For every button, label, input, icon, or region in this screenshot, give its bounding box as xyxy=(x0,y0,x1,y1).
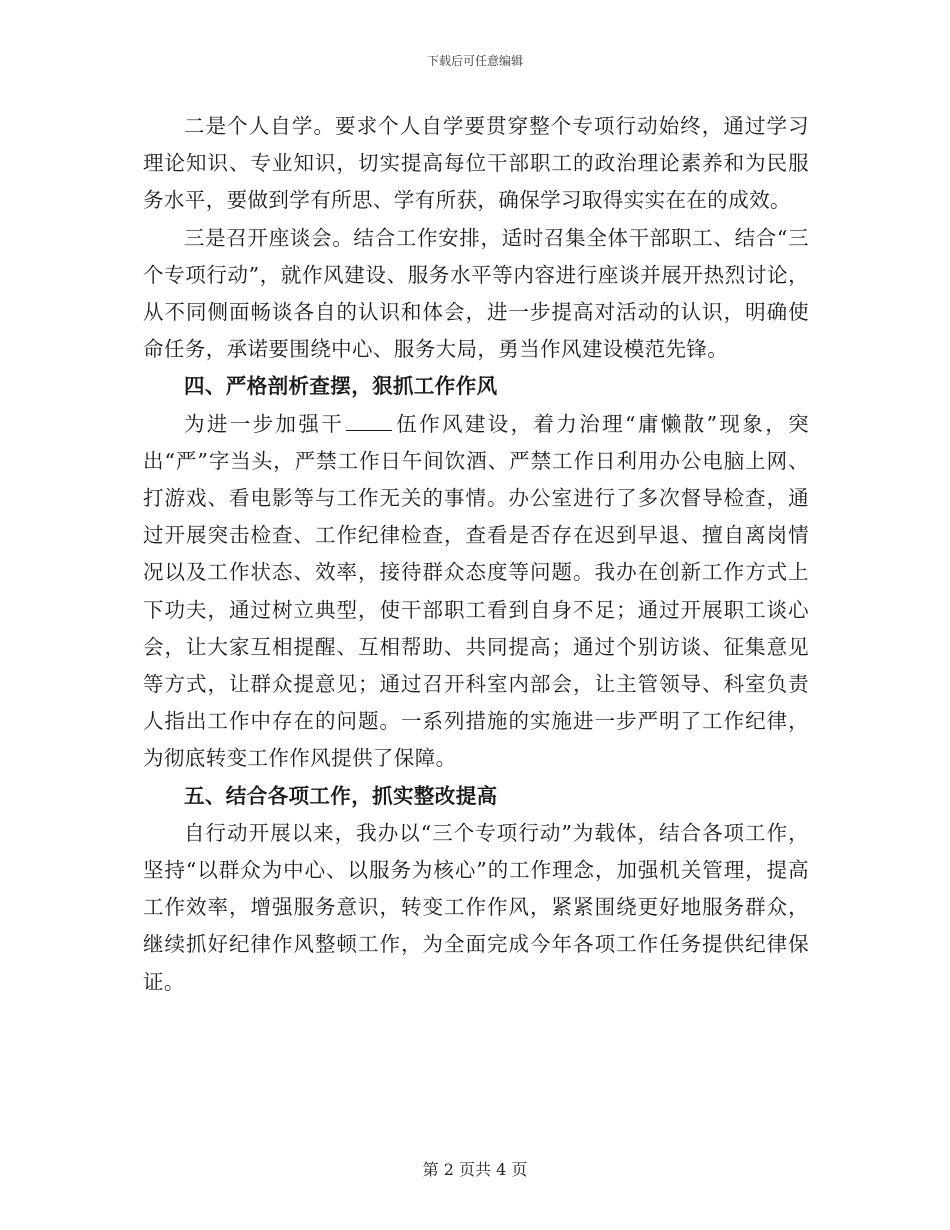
paragraph-work-style-start: 为进一步加强干 xyxy=(184,411,345,436)
page-header: 下载后可任意编辑 xyxy=(426,54,523,68)
paragraph-work-style-rest: 伍作风建设，着力治理“庸懒散”现象，突出“严”字当头，严禁工作日午间饮酒、严禁工作日利用办公电脑上网、打游戏、看电影等与工作无关的事情。办公室进行了多次督导检查，通过开展突击检查、工作纪律检查，查看是否存在迟到早退、擅自离岗情况以及工作状态、效率，接待群众态度等问题。我办在创新工作方式上下功夫，通过树立典型，使干部职工看到自身不足；通过开展职工谈心会，让大家互相提醒、互相帮助、共同提高；通过个别访谈、征集意见等方式，让群众提意见；通过召开科室内部会，让主管领导、科室负责人指出工作中存在的问题。一系列措施的实施进一步严明了工作纪律，为彻底转变工作作风提供了保障。 xyxy=(143,411,809,771)
section-heading-4: 四、严格剖析查摆，狠抓工作作风 xyxy=(184,374,498,399)
page-number-footer: 第 2 页共 4 页 xyxy=(422,1160,528,1179)
paragraph-rectification: 自行动开展以来，我办以“三个专项行动”为载体，结合各项工作，坚持“以群众为中心、以服务为核心”的工作理念，加强机关管理，提高工作效率，增强服务意识，转变工作作风，紧紧围绕更好地服务群众，继续抓好纪律作风整顿工作，为全面完成今年各项工作任务提供纪律保证。 xyxy=(143,820,809,994)
paragraph-self-study: 二是个人自学。要求个人自学要贯穿整个专项行动始终，通过学习理论知识、专业知识，切实提高每位干部职工的政治理论素养和为民服务水平，要做到学有所思、学有所获，确保学习取得实实在在的成效。 xyxy=(143,114,809,213)
underline-blank xyxy=(346,429,392,431)
section-heading-5: 五、结合各项工作，抓实整改提高 xyxy=(184,783,498,808)
paragraph-work-style xyxy=(143,406,809,778)
document-body xyxy=(143,108,809,1001)
paragraph-symposium: 三是召开座谈会。结合工作安排，适时召集全体干部职工、结合“三个专项行动”，就作风建设、服务水平等内容进行座谈并展开热烈讨论，从不同侧面畅谈各自的认识和体会，进一步提高对活动的认识，明确使命任务，承诺要围绕中心、服务大局，勇当作风建设模范先锋。 xyxy=(143,225,809,362)
